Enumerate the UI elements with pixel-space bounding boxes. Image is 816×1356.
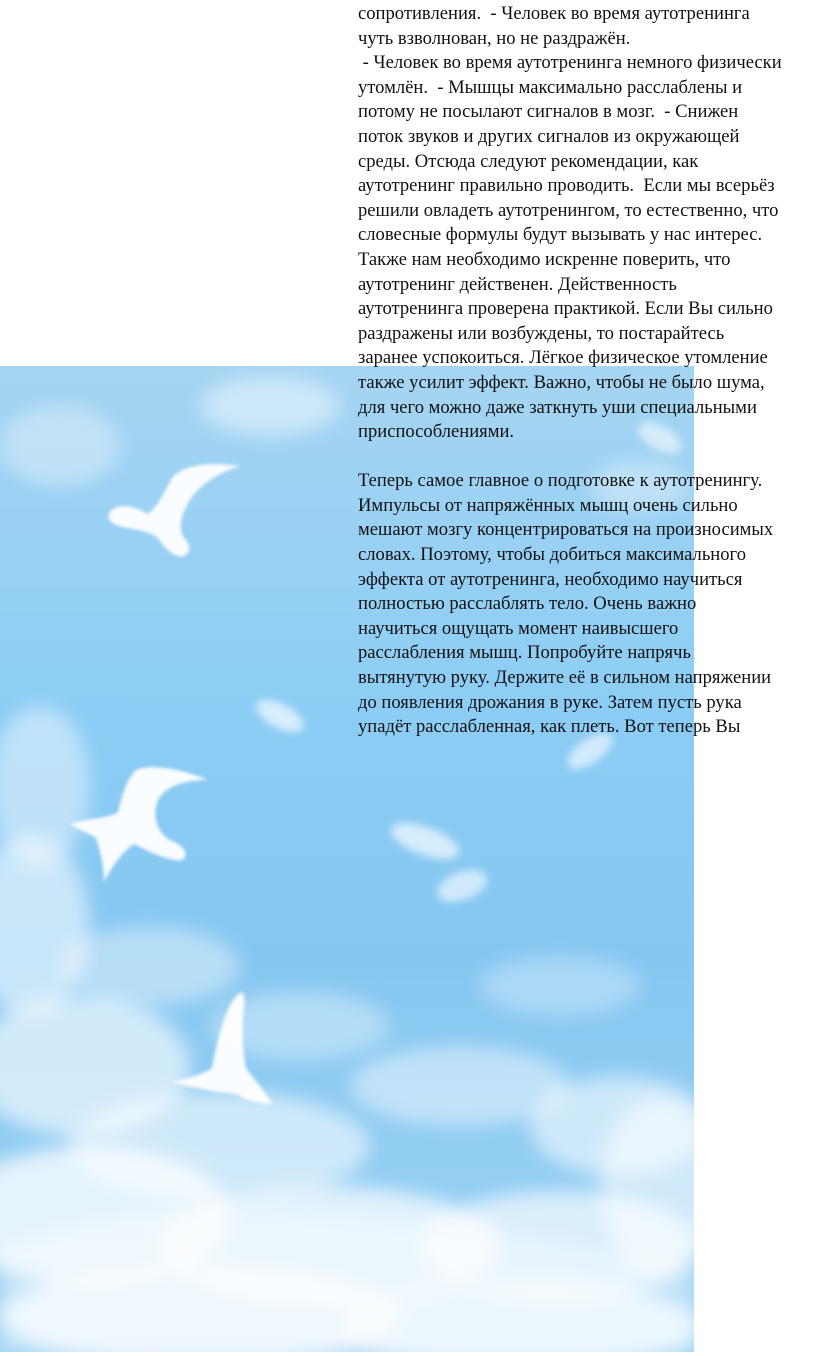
text-line: сопротивления. - Человек во время аутотренинга	[358, 3, 750, 24]
text-line: Импульсы от напряжённых мышц очень сильно	[358, 494, 738, 516]
text-line: решили овладеть аутотренингом, то естественно, что	[358, 199, 779, 221]
text-line: расслабления мышц. Попробуйте напрячь	[358, 642, 691, 664]
text-line: словесные формулы будут вызывать у нас интерес.	[358, 224, 763, 246]
paragraph-2	[358, 469, 816, 740]
text-line: аутотренинг действенен. Действенность	[358, 273, 677, 295]
text-line: поток звуков и других сигналов из окружающей	[358, 125, 740, 147]
text-line: утомлён. - Мышцы максимально расслаблены и	[358, 76, 743, 98]
text-line: заранее успокоиться. Лёгкое физическое утомление	[358, 347, 768, 369]
text-line: до появления дрожания в руке. Затем пусть рука	[358, 691, 742, 713]
text-line: полностью расслаблять тело. Очень важно	[358, 593, 697, 615]
text-line: потому не посылают сигналов в мозг. - Снижен	[358, 101, 739, 123]
body-text	[358, 2, 816, 740]
paragraph-1	[358, 2, 816, 445]
text-line: упадёт расслабленная, как плеть. Вот теперь Вы	[358, 716, 741, 738]
text-line: раздражены или возбуждены, то постарайтесь	[358, 322, 725, 344]
paragraph-spacer	[358, 445, 816, 470]
text-line: Теперь самое главное о подготовке к аутотренингу.	[358, 470, 763, 492]
text-line: - Человек во время аутотренинга немного физически	[358, 52, 782, 74]
text-line: эффекта от аутотренинга, необходимо научиться	[358, 568, 743, 590]
text-line: Также нам необходимо искренне поверить, что	[358, 248, 731, 270]
text-line: также усилит эффект. Важно, чтобы не было шума,	[358, 371, 765, 393]
text-line: чуть взволнован, но не раздражён.	[358, 27, 631, 49]
text-line: аутотренинга проверена практикой. Если Вы сильно	[358, 298, 773, 320]
text-line: словах. Поэтому, чтобы добиться максимального	[358, 544, 747, 566]
text-line: аутотренинг правильно проводить. Если мы всерьёз	[358, 175, 775, 197]
text-line: вытянутую руку. Держите её в сильном напряжении	[358, 667, 772, 689]
text-line: приспособлениями.	[358, 421, 515, 443]
text-line: для чего можно даже заткнуть уши специальными	[358, 396, 757, 418]
text-line: мешают мозгу концентрироваться на произносимых	[358, 519, 774, 541]
text-line: среды. Отсюда следуют рекомендации, как	[358, 150, 699, 172]
text-line: научиться ощущать момент наивысшего	[358, 617, 679, 639]
